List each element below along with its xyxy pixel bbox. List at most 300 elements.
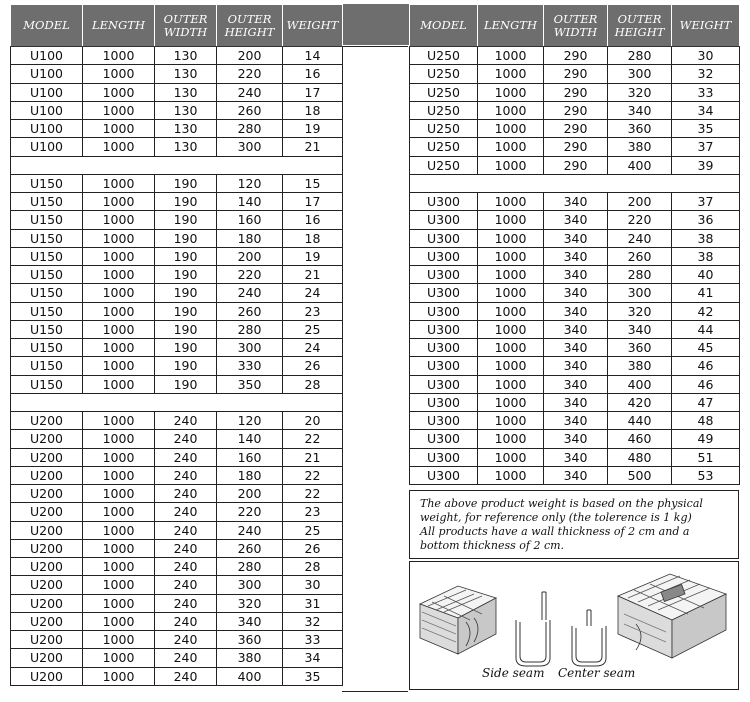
weight-cell xyxy=(283,156,343,174)
table-row xyxy=(11,266,343,284)
length-cell: 1000 xyxy=(83,138,155,156)
table-row xyxy=(410,138,740,156)
weight-cell: 16 xyxy=(283,211,343,229)
outer-height-cell: 220 xyxy=(608,211,672,229)
model-cell: U300 xyxy=(410,193,478,211)
length-cell: 1000 xyxy=(83,339,155,357)
outer-width-cell: 240 xyxy=(155,485,217,503)
model-cell: U200 xyxy=(11,430,83,448)
outer-width-cell xyxy=(155,156,217,174)
outer-width-cell: 340 xyxy=(544,302,608,320)
outer-width-cell: 190 xyxy=(155,247,217,265)
length-cell: 1000 xyxy=(478,229,544,247)
outer-height-cell xyxy=(608,174,672,192)
outer-width-cell: 190 xyxy=(155,211,217,229)
model-cell: U300 xyxy=(410,339,478,357)
length-cell xyxy=(83,156,155,174)
table-row xyxy=(410,430,740,448)
outer-height-cell: 380 xyxy=(608,357,672,375)
weight-cell: 37 xyxy=(672,138,740,156)
table-row xyxy=(410,284,740,302)
outer-width-cell: 240 xyxy=(155,558,217,576)
weight-cell: 22 xyxy=(283,466,343,484)
model-cell: U250 xyxy=(410,156,478,174)
outer-height-cell: 330 xyxy=(217,357,283,375)
model-cell: U100 xyxy=(11,83,83,101)
weight-cell: 22 xyxy=(283,430,343,448)
outer-width-cell: 240 xyxy=(155,430,217,448)
length-cell: 1000 xyxy=(83,375,155,393)
model-cell: U250 xyxy=(410,120,478,138)
model-cell: U300 xyxy=(410,284,478,302)
outer-height-cell: 460 xyxy=(608,430,672,448)
outer-height-cell: 380 xyxy=(608,138,672,156)
model-cell: U250 xyxy=(410,138,478,156)
model-cell: U250 xyxy=(410,101,478,119)
outer-width-cell: 190 xyxy=(155,229,217,247)
length-cell: 1000 xyxy=(83,430,155,448)
model-cell: U200 xyxy=(11,466,83,484)
outer-width-cell: 240 xyxy=(155,649,217,667)
model-cell: U150 xyxy=(11,357,83,375)
length-cell: 1000 xyxy=(83,320,155,338)
weight-cell: 38 xyxy=(672,229,740,247)
length-cell: 1000 xyxy=(478,47,544,65)
table-row xyxy=(11,448,343,466)
table-gap xyxy=(342,46,408,692)
outer-width-cell: 130 xyxy=(155,101,217,119)
outer-width-cell: 240 xyxy=(155,667,217,685)
length-cell: 1000 xyxy=(478,247,544,265)
outer-height-cell: 420 xyxy=(608,393,672,411)
outer-width-cell: 290 xyxy=(544,101,608,119)
table-row xyxy=(11,485,343,503)
outer-width-cell: 340 xyxy=(544,193,608,211)
table-row xyxy=(11,357,343,375)
outer-height-cell: 260 xyxy=(217,302,283,320)
model-cell: U100 xyxy=(11,120,83,138)
length-cell: 1000 xyxy=(478,120,544,138)
table-row xyxy=(11,65,343,83)
model-cell xyxy=(11,156,83,174)
length-cell: 1000 xyxy=(83,412,155,430)
outer-height-cell: 280 xyxy=(217,320,283,338)
weight-cell: 25 xyxy=(283,521,343,539)
outer-width-cell xyxy=(544,174,608,192)
model-cell: U150 xyxy=(11,247,83,265)
table-row xyxy=(410,156,740,174)
weight-cell: 51 xyxy=(672,448,740,466)
table-row xyxy=(11,302,343,320)
model-cell: U200 xyxy=(11,612,83,630)
outer-height-cell: 340 xyxy=(217,612,283,630)
col-outer-height: OUTER HEIGHT xyxy=(217,5,283,47)
model-cell: U150 xyxy=(11,211,83,229)
outer-height-cell xyxy=(217,156,283,174)
outer-height-cell: 300 xyxy=(217,138,283,156)
outer-height-cell: 120 xyxy=(217,174,283,192)
length-cell: 1000 xyxy=(478,193,544,211)
outer-width-cell: 240 xyxy=(155,412,217,430)
outer-height-cell: 260 xyxy=(217,539,283,557)
col-weight: WEIGHT xyxy=(283,5,343,47)
outer-height-cell: 160 xyxy=(217,211,283,229)
outer-height-cell: 180 xyxy=(217,466,283,484)
table-row xyxy=(410,211,740,229)
header-row xyxy=(410,5,740,47)
length-cell: 1000 xyxy=(478,156,544,174)
table-row xyxy=(410,393,740,411)
outer-width-cell: 130 xyxy=(155,65,217,83)
model-cell: U150 xyxy=(11,266,83,284)
model-cell: U200 xyxy=(11,558,83,576)
table-row xyxy=(11,193,343,211)
length-cell: 1000 xyxy=(83,667,155,685)
table-row xyxy=(11,466,343,484)
outer-width-cell: 340 xyxy=(544,320,608,338)
table-row xyxy=(11,503,343,521)
weight-cell: 32 xyxy=(283,612,343,630)
weight-cell: 28 xyxy=(283,558,343,576)
outer-height-cell: 120 xyxy=(217,412,283,430)
outer-width-cell: 340 xyxy=(544,339,608,357)
length-cell: 1000 xyxy=(83,631,155,649)
outer-height-cell: 440 xyxy=(608,412,672,430)
outer-height-cell: 280 xyxy=(217,120,283,138)
model-cell: U300 xyxy=(410,211,478,229)
col-model: MODEL xyxy=(410,5,478,47)
weight-cell: 15 xyxy=(283,174,343,192)
weight-cell: 17 xyxy=(283,83,343,101)
weight-cell: 21 xyxy=(283,266,343,284)
weight-note xyxy=(409,490,739,559)
outer-height-cell: 140 xyxy=(217,430,283,448)
weight-cell: 34 xyxy=(672,101,740,119)
outer-width-cell: 340 xyxy=(544,229,608,247)
spec-table-right xyxy=(409,4,740,485)
table-row xyxy=(410,47,740,65)
length-cell: 1000 xyxy=(478,138,544,156)
model-cell: U150 xyxy=(11,229,83,247)
side-seam-caption: Side seam xyxy=(482,666,545,680)
length-cell: 1000 xyxy=(83,211,155,229)
table-row xyxy=(410,466,740,484)
outer-height-cell xyxy=(217,393,283,411)
weight-cell: 36 xyxy=(672,211,740,229)
model-cell: U100 xyxy=(11,47,83,65)
outer-width-cell: 240 xyxy=(155,576,217,594)
outer-height-cell: 200 xyxy=(217,247,283,265)
weight-cell: 21 xyxy=(283,448,343,466)
length-cell xyxy=(478,174,544,192)
blank-row xyxy=(410,174,740,192)
table-row xyxy=(410,120,740,138)
outer-height-cell: 240 xyxy=(608,229,672,247)
outer-width-cell: 340 xyxy=(544,266,608,284)
outer-height-cell: 220 xyxy=(217,503,283,521)
header-gap xyxy=(342,4,409,45)
table-row xyxy=(11,83,343,101)
length-cell: 1000 xyxy=(478,65,544,83)
outer-width-cell: 190 xyxy=(155,339,217,357)
table-row xyxy=(11,539,343,557)
outer-height-cell: 300 xyxy=(608,284,672,302)
seam-figure xyxy=(409,561,739,690)
weight-cell: 18 xyxy=(283,101,343,119)
outer-width-cell: 290 xyxy=(544,83,608,101)
outer-height-cell: 360 xyxy=(608,120,672,138)
table-row xyxy=(11,101,343,119)
table-row xyxy=(410,357,740,375)
outer-height-cell: 350 xyxy=(217,375,283,393)
weight-cell: 35 xyxy=(283,667,343,685)
model-cell: U250 xyxy=(410,83,478,101)
table-row xyxy=(11,558,343,576)
table-row xyxy=(410,375,740,393)
outer-width-cell: 240 xyxy=(155,612,217,630)
model-cell: U300 xyxy=(410,229,478,247)
outer-width-cell: 340 xyxy=(544,412,608,430)
outer-height-cell: 340 xyxy=(608,101,672,119)
outer-width-cell: 240 xyxy=(155,503,217,521)
outer-width-cell: 130 xyxy=(155,47,217,65)
model-cell: U300 xyxy=(410,302,478,320)
length-cell: 1000 xyxy=(478,448,544,466)
table-row xyxy=(11,174,343,192)
table-row xyxy=(410,339,740,357)
outer-width-cell: 340 xyxy=(544,375,608,393)
length-cell: 1000 xyxy=(83,284,155,302)
outer-height-cell: 320 xyxy=(608,83,672,101)
weight-cell: 30 xyxy=(283,576,343,594)
outer-width-cell: 190 xyxy=(155,357,217,375)
length-cell: 1000 xyxy=(478,211,544,229)
outer-height-cell: 400 xyxy=(608,156,672,174)
table-row xyxy=(11,211,343,229)
weight-cell: 34 xyxy=(283,649,343,667)
length-cell: 1000 xyxy=(83,503,155,521)
table-row xyxy=(410,266,740,284)
length-cell: 1000 xyxy=(83,576,155,594)
model-cell: U150 xyxy=(11,193,83,211)
weight-cell: 26 xyxy=(283,357,343,375)
weight-cell: 14 xyxy=(283,47,343,65)
model-cell: U100 xyxy=(11,65,83,83)
outer-width-cell: 240 xyxy=(155,594,217,612)
outer-width-cell: 240 xyxy=(155,631,217,649)
length-cell: 1000 xyxy=(83,266,155,284)
length-cell: 1000 xyxy=(478,393,544,411)
outer-height-cell: 200 xyxy=(217,485,283,503)
model-cell: U200 xyxy=(11,412,83,430)
model-cell: U300 xyxy=(410,393,478,411)
table-row xyxy=(11,247,343,265)
model-cell: U250 xyxy=(410,47,478,65)
length-cell: 1000 xyxy=(83,193,155,211)
length-cell: 1000 xyxy=(83,302,155,320)
outer-height-cell: 280 xyxy=(217,558,283,576)
blank-row xyxy=(11,156,343,174)
weight-cell: 24 xyxy=(283,284,343,302)
outer-height-cell: 300 xyxy=(217,576,283,594)
length-cell: 1000 xyxy=(83,47,155,65)
outer-height-cell: 280 xyxy=(608,47,672,65)
weight-cell: 33 xyxy=(283,631,343,649)
outer-height-cell: 500 xyxy=(608,466,672,484)
weight-cell: 38 xyxy=(672,247,740,265)
table-row xyxy=(11,612,343,630)
table-row xyxy=(11,576,343,594)
note-line-1: The above product weight is based on the physical weight, for reference only (the tolerence is 1 kg) xyxy=(420,497,703,524)
weight-cell: 24 xyxy=(283,339,343,357)
side-seam-channel-icon xyxy=(516,592,550,666)
outer-width-cell: 340 xyxy=(544,430,608,448)
weight-cell: 40 xyxy=(672,266,740,284)
outer-width-cell: 190 xyxy=(155,193,217,211)
table-row xyxy=(410,412,740,430)
table-row xyxy=(11,375,343,393)
outer-height-cell: 480 xyxy=(608,448,672,466)
length-cell: 1000 xyxy=(83,357,155,375)
length-cell: 1000 xyxy=(83,594,155,612)
table-row xyxy=(11,284,343,302)
table-row xyxy=(410,302,740,320)
length-cell: 1000 xyxy=(83,539,155,557)
outer-height-cell: 360 xyxy=(217,631,283,649)
side-seam-block-illustration xyxy=(420,586,496,654)
outer-height-cell: 240 xyxy=(217,284,283,302)
outer-height-cell: 320 xyxy=(608,302,672,320)
outer-width-cell: 340 xyxy=(544,357,608,375)
model-cell: U150 xyxy=(11,375,83,393)
weight-cell: 46 xyxy=(672,375,740,393)
length-cell: 1000 xyxy=(478,375,544,393)
length-cell: 1000 xyxy=(478,466,544,484)
col-weight: WEIGHT xyxy=(672,5,740,47)
weight-cell: 32 xyxy=(672,65,740,83)
table-row xyxy=(410,229,740,247)
length-cell: 1000 xyxy=(478,101,544,119)
weight-cell: 46 xyxy=(672,357,740,375)
table-row xyxy=(410,101,740,119)
length-cell: 1000 xyxy=(83,558,155,576)
weight-cell: 26 xyxy=(283,539,343,557)
model-cell: U200 xyxy=(11,594,83,612)
weight-cell xyxy=(672,174,740,192)
table-row xyxy=(11,667,343,685)
outer-height-cell: 180 xyxy=(217,229,283,247)
length-cell: 1000 xyxy=(83,521,155,539)
center-seam-block-illustration xyxy=(618,574,726,658)
weight-cell: 42 xyxy=(672,302,740,320)
outer-width-cell: 340 xyxy=(544,284,608,302)
outer-height-cell: 200 xyxy=(217,47,283,65)
outer-height-cell: 260 xyxy=(217,101,283,119)
model-cell: U200 xyxy=(11,631,83,649)
outer-height-cell: 260 xyxy=(608,247,672,265)
table-row xyxy=(11,430,343,448)
weight-cell: 53 xyxy=(672,466,740,484)
table-row xyxy=(410,193,740,211)
weight-cell: 20 xyxy=(283,412,343,430)
model-cell: U150 xyxy=(11,320,83,338)
col-outer-width: OUTER WIDTH xyxy=(544,5,608,47)
weight-cell: 35 xyxy=(672,120,740,138)
length-cell: 1000 xyxy=(83,247,155,265)
table-row xyxy=(11,320,343,338)
model-cell: U200 xyxy=(11,503,83,521)
outer-height-cell: 380 xyxy=(217,649,283,667)
model-cell: U150 xyxy=(11,302,83,320)
table-row xyxy=(410,320,740,338)
outer-width-cell: 240 xyxy=(155,539,217,557)
outer-width-cell: 290 xyxy=(544,156,608,174)
length-cell: 1000 xyxy=(478,284,544,302)
outer-height-cell: 220 xyxy=(217,266,283,284)
length-cell: 1000 xyxy=(83,649,155,667)
model-cell: U300 xyxy=(410,247,478,265)
outer-height-cell: 280 xyxy=(608,266,672,284)
table-row xyxy=(11,649,343,667)
length-cell xyxy=(83,393,155,411)
length-cell: 1000 xyxy=(83,612,155,630)
length-cell: 1000 xyxy=(83,83,155,101)
weight-cell: 19 xyxy=(283,247,343,265)
weight-cell: 23 xyxy=(283,503,343,521)
outer-width-cell: 190 xyxy=(155,284,217,302)
model-cell: U200 xyxy=(11,539,83,557)
weight-cell: 18 xyxy=(283,229,343,247)
model-cell: U200 xyxy=(11,649,83,667)
length-cell: 1000 xyxy=(83,65,155,83)
weight-cell: 49 xyxy=(672,430,740,448)
outer-width-cell: 190 xyxy=(155,302,217,320)
outer-width-cell: 290 xyxy=(544,47,608,65)
model-cell: U250 xyxy=(410,65,478,83)
outer-width-cell: 130 xyxy=(155,138,217,156)
outer-width-cell: 190 xyxy=(155,174,217,192)
outer-width-cell: 190 xyxy=(155,320,217,338)
outer-width-cell: 340 xyxy=(544,211,608,229)
model-cell: U300 xyxy=(410,357,478,375)
model-cell: U200 xyxy=(11,521,83,539)
weight-cell xyxy=(283,393,343,411)
length-cell: 1000 xyxy=(478,339,544,357)
table-row xyxy=(11,339,343,357)
outer-height-cell: 400 xyxy=(217,667,283,685)
outer-height-cell: 300 xyxy=(217,339,283,357)
length-cell: 1000 xyxy=(83,174,155,192)
outer-width-cell: 130 xyxy=(155,83,217,101)
outer-width-cell xyxy=(155,393,217,411)
outer-width-cell: 340 xyxy=(544,247,608,265)
weight-cell: 22 xyxy=(283,485,343,503)
weight-cell: 19 xyxy=(283,120,343,138)
outer-width-cell: 290 xyxy=(544,65,608,83)
table-row xyxy=(11,120,343,138)
weight-cell: 44 xyxy=(672,320,740,338)
model-cell: U300 xyxy=(410,412,478,430)
outer-width-cell: 240 xyxy=(155,448,217,466)
model-cell: U200 xyxy=(11,576,83,594)
length-cell: 1000 xyxy=(478,302,544,320)
model-cell xyxy=(410,174,478,192)
weight-cell: 23 xyxy=(283,302,343,320)
weight-cell: 37 xyxy=(672,193,740,211)
outer-height-cell: 240 xyxy=(217,83,283,101)
outer-width-cell: 240 xyxy=(155,521,217,539)
outer-height-cell: 220 xyxy=(217,65,283,83)
